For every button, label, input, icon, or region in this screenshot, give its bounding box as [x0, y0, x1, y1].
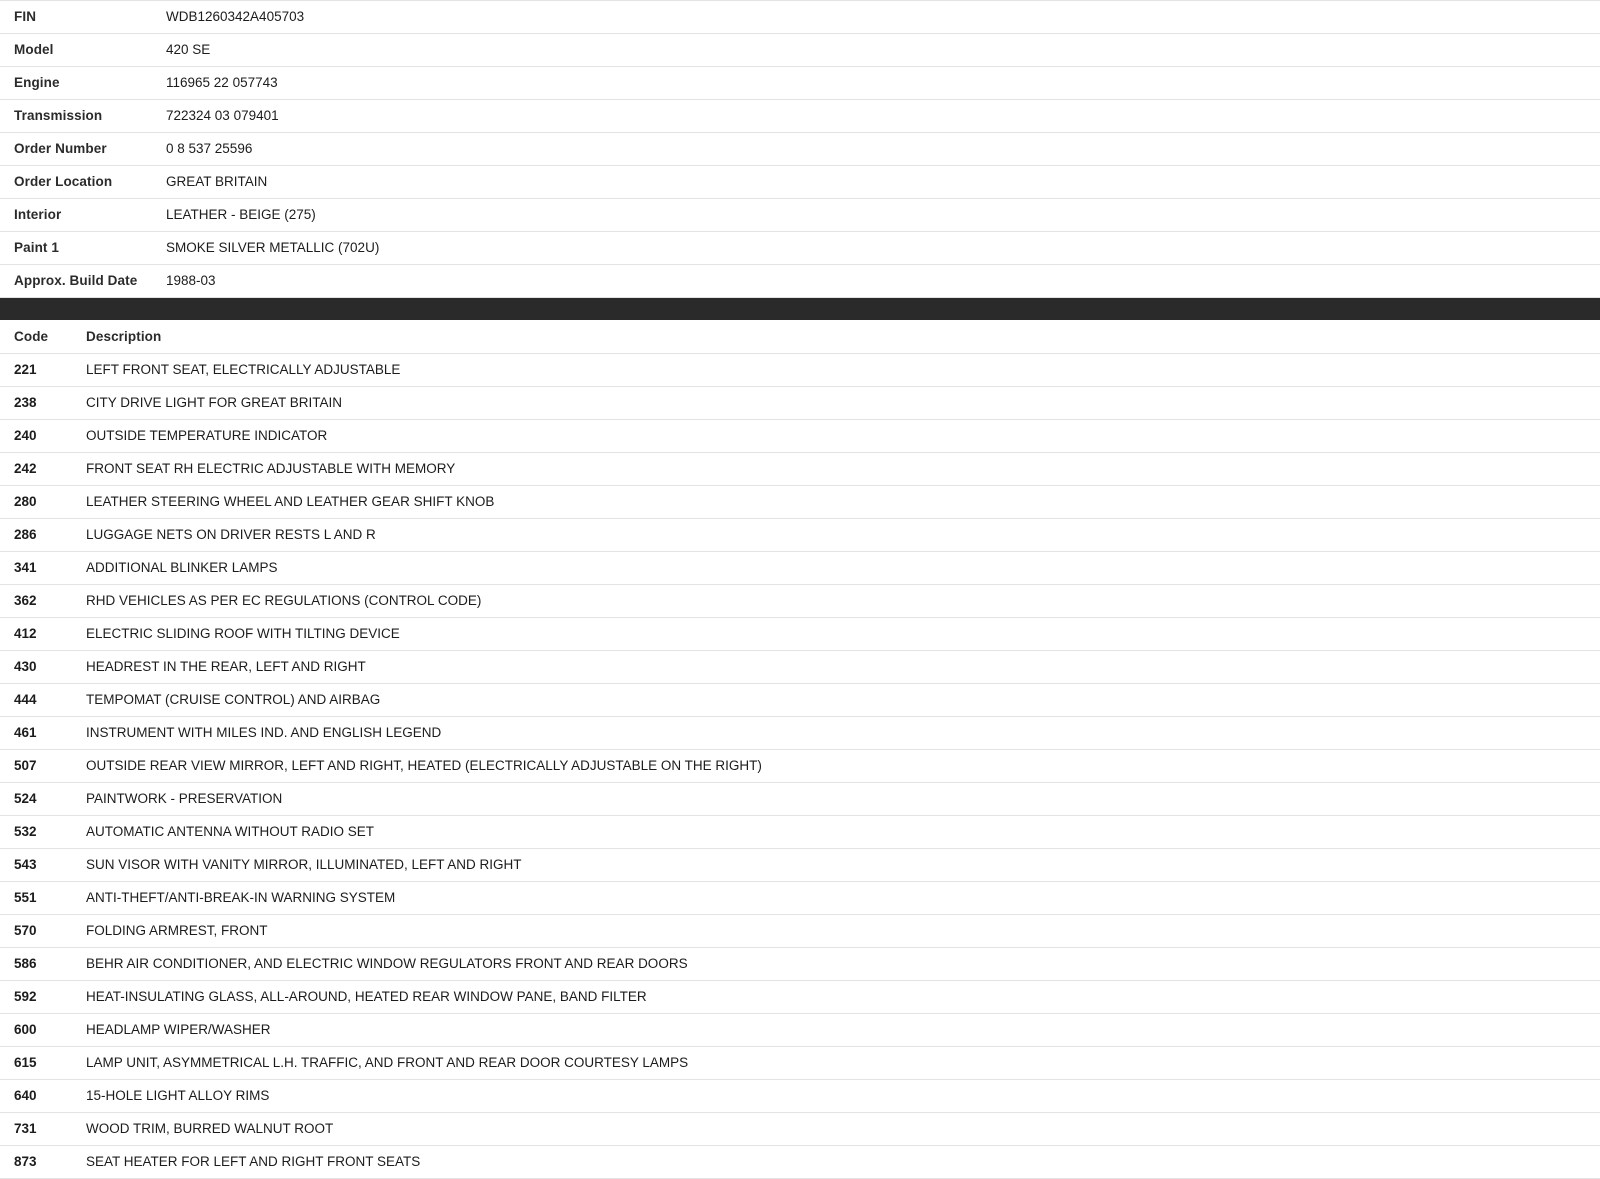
table-row: [0, 651, 1600, 684]
table-row: [0, 1080, 1600, 1113]
table-header-row: [0, 320, 1600, 354]
spec-row: [0, 100, 1600, 133]
spec-label: Interior: [14, 207, 62, 222]
table-row: [0, 1047, 1600, 1080]
option-description: BEHR AIR CONDITIONER, AND ELECTRIC WINDOW REGULATORS FRONT AND REAR DOORS: [86, 956, 688, 971]
spec-label: Order Number: [14, 141, 107, 156]
option-code: 461: [14, 725, 37, 740]
option-description: HEADREST IN THE REAR, LEFT AND RIGHT: [86, 659, 366, 674]
vehicle-spec-body: [0, 1, 1600, 298]
table-row: [0, 816, 1600, 849]
table-row: [0, 519, 1600, 552]
table-row: [0, 915, 1600, 948]
option-description: HEADLAMP WIPER/WASHER: [86, 1022, 271, 1037]
option-description: CITY DRIVE LIGHT FOR GREAT BRITAIN: [86, 395, 343, 410]
option-code: 551: [14, 890, 37, 905]
spec-label: FIN: [14, 9, 37, 24]
spec-row: [0, 34, 1600, 67]
option-code: 600: [14, 1022, 37, 1037]
table-row: [0, 750, 1600, 783]
spec-label: Paint 1: [14, 240, 59, 255]
option-description: INSTRUMENT WITH MILES IND. AND ENGLISH LEGEND: [86, 725, 442, 740]
table-row: [0, 948, 1600, 981]
spec-label: Model: [14, 42, 54, 57]
option-description: LEATHER STEERING WHEEL AND LEATHER GEAR SHIFT KNOB: [86, 494, 495, 509]
option-codes-head: [0, 320, 1600, 354]
option-code: 242: [14, 461, 37, 476]
option-description: HEAT-INSULATING GLASS, ALL-AROUND, HEATED REAR WINDOW PANE, BAND FILTER: [86, 989, 647, 1004]
option-description: LEFT FRONT SEAT, ELECTRICALLY ADJUSTABLE: [86, 362, 401, 377]
option-code: 286: [14, 527, 37, 542]
option-code: 731: [14, 1121, 37, 1136]
table-row: [0, 783, 1600, 816]
spec-value: 1988-03: [166, 273, 216, 288]
table-row: [0, 453, 1600, 486]
option-code: 341: [14, 560, 37, 575]
option-description: ELECTRIC SLIDING ROOF WITH TILTING DEVICE: [86, 626, 400, 641]
spec-row: [0, 166, 1600, 199]
option-description: LAMP UNIT, ASYMMETRICAL L.H. TRAFFIC, AND FRONT AND REAR DOOR COURTESY LAMPS: [86, 1055, 689, 1070]
option-code: 543: [14, 857, 37, 872]
spec-value: GREAT BRITAIN: [166, 174, 268, 189]
table-row: [0, 1146, 1600, 1179]
option-description: AUTOMATIC ANTENNA WITHOUT RADIO SET: [86, 824, 375, 839]
option-code: 238: [14, 395, 37, 410]
option-description: OUTSIDE TEMPERATURE INDICATOR: [86, 428, 328, 443]
table-row: [0, 1113, 1600, 1146]
option-code: 873: [14, 1154, 37, 1169]
table-row: [0, 354, 1600, 387]
spec-label: Order Location: [14, 174, 113, 189]
option-code: 570: [14, 923, 37, 938]
table-row: [0, 849, 1600, 882]
option-description: WOOD TRIM, BURRED WALNUT ROOT: [86, 1121, 334, 1136]
spec-row: [0, 265, 1600, 298]
option-code: 412: [14, 626, 37, 641]
spec-value: 0 8 537 25596: [166, 141, 253, 156]
option-code: 444: [14, 692, 37, 707]
option-description: FOLDING ARMREST, FRONT: [86, 923, 268, 938]
option-code: 532: [14, 824, 37, 839]
spec-label: Approx. Build Date: [14, 273, 138, 288]
table-row: [0, 882, 1600, 915]
option-description: RHD VEHICLES AS PER EC REGULATIONS (CONTROL CODE): [86, 593, 482, 608]
spec-value: LEATHER - BEIGE (275): [166, 207, 316, 222]
table-row: [0, 585, 1600, 618]
option-description: TEMPOMAT (CRUISE CONTROL) AND AIRBAG: [86, 692, 381, 707]
spec-label: Engine: [14, 75, 60, 90]
table-row: [0, 420, 1600, 453]
option-description: OUTSIDE REAR VIEW MIRROR, LEFT AND RIGHT, HEATED (ELECTRICALLY ADJUSTABLE ON THE RIGHT): [86, 758, 762, 773]
option-description: 15-HOLE LIGHT ALLOY RIMS: [86, 1088, 270, 1103]
table-row: [0, 981, 1600, 1014]
option-description: ANTI-THEFT/ANTI-BREAK-IN WARNING SYSTEM: [86, 890, 396, 905]
option-code: 586: [14, 956, 37, 971]
option-code: 615: [14, 1055, 37, 1070]
table-row: [0, 717, 1600, 750]
option-code: 524: [14, 791, 37, 806]
spec-value: 420 SE: [166, 42, 211, 57]
column-header-description: Description: [86, 329, 162, 344]
table-row: [0, 552, 1600, 585]
option-description: SEAT HEATER FOR LEFT AND RIGHT FRONT SEATS: [86, 1154, 421, 1169]
table-row: [0, 684, 1600, 717]
option-codes-table: [0, 320, 1600, 1179]
spec-value: SMOKE SILVER METALLIC (702U): [166, 240, 380, 255]
section-divider-band: [0, 298, 1600, 320]
option-code: 507: [14, 758, 37, 773]
spec-row: [0, 133, 1600, 166]
table-row: [0, 618, 1600, 651]
spec-value: WDB1260342A405703: [166, 9, 305, 24]
option-code: 280: [14, 494, 37, 509]
option-code: 430: [14, 659, 37, 674]
option-code: 640: [14, 1088, 37, 1103]
option-description: SUN VISOR WITH VANITY MIRROR, ILLUMINATED, LEFT AND RIGHT: [86, 857, 522, 872]
option-code: 362: [14, 593, 37, 608]
option-codes-body: [0, 354, 1600, 1179]
spec-row: [0, 232, 1600, 265]
option-description: ADDITIONAL BLINKER LAMPS: [86, 560, 278, 575]
option-description: FRONT SEAT RH ELECTRIC ADJUSTABLE WITH MEMORY: [86, 461, 456, 476]
spec-value: 116965 22 057743: [166, 75, 278, 90]
table-row: [0, 387, 1600, 420]
option-description: PAINTWORK - PRESERVATION: [86, 791, 283, 806]
spec-value: 722324 03 079401: [166, 108, 279, 123]
spec-row: [0, 199, 1600, 232]
spec-row: [0, 67, 1600, 100]
column-header-code: Code: [14, 329, 49, 344]
option-description: LUGGAGE NETS ON DRIVER RESTS L AND R: [86, 527, 376, 542]
option-code: 221: [14, 362, 37, 377]
option-code: 240: [14, 428, 37, 443]
option-code: 592: [14, 989, 37, 1004]
table-row: [0, 486, 1600, 519]
spec-label: Transmission: [14, 108, 103, 123]
vehicle-spec-table: [0, 0, 1600, 298]
table-row: [0, 1014, 1600, 1047]
spec-row: [0, 1, 1600, 34]
